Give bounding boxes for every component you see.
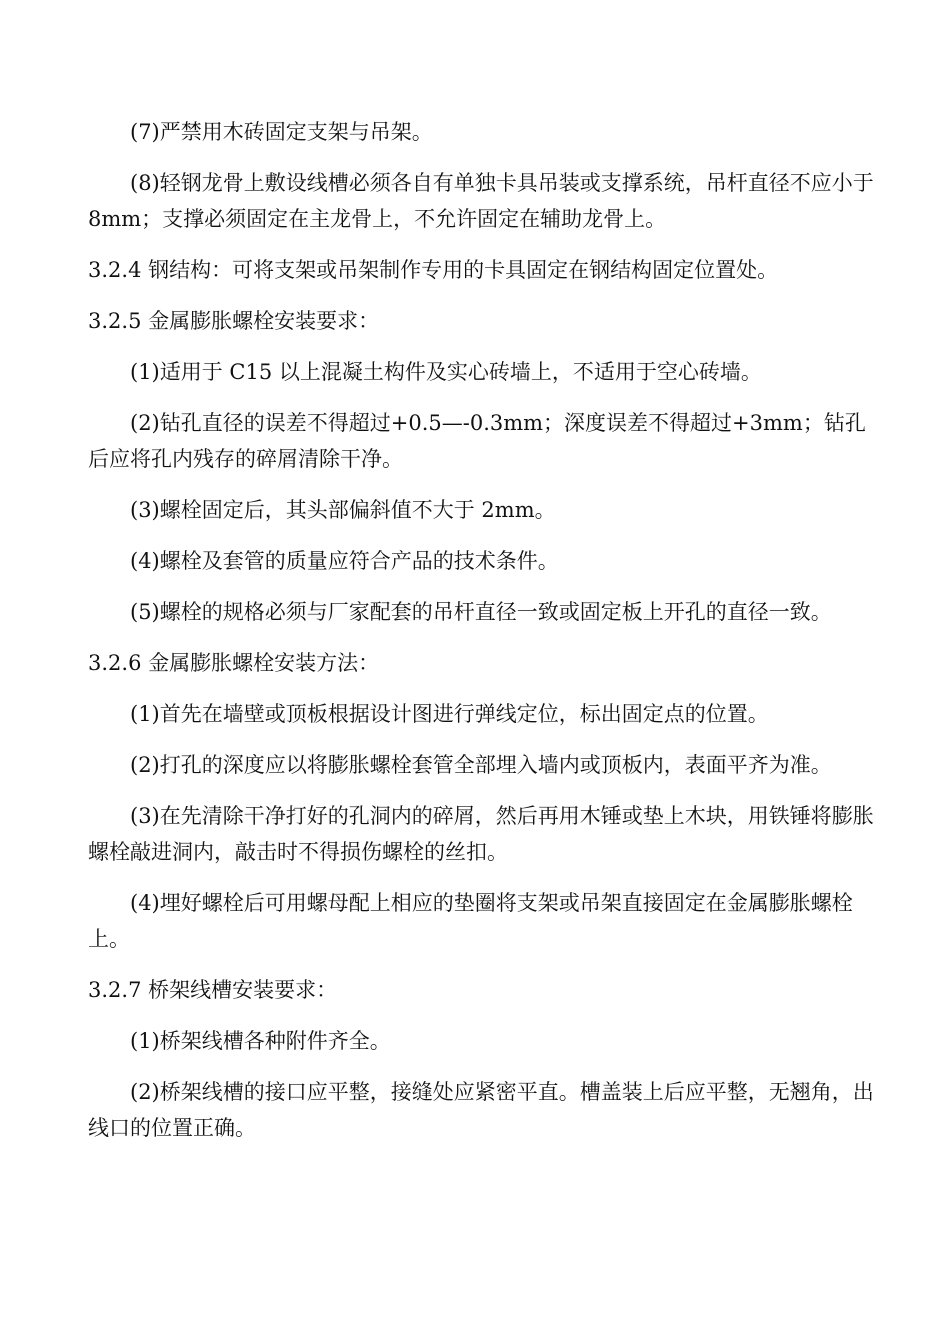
requirement-3-head-deviation: (3)螺栓固定后，其头部偏斜值不大于 2mm。 [130,498,556,522]
document-body [88,114,878,1161]
requirement-5-specification: (5)螺栓的规格必须与厂家配套的吊杆直径一致或固定板上开孔的直径一致。 [130,600,832,624]
section-3-2-4-steel-structure: 3.2.4 钢结构：可将支架或吊架制作专用的卡具固定在钢结构固定位置处。 [88,258,779,282]
tray-requirement-1-accessories: (1)桥架线槽各种附件齐全。 [130,1029,391,1053]
section-3-2-7-heading: 3.2.7 桥架线槽安装要求： [88,978,338,1002]
tray-requirement-2-joints: (2)桥架线槽的接口应平整，接缝处应紧密平直。槽盖装上后应平整，无翘角，出线口的位置正确。 [88,1080,874,1140]
method-2-drill-depth: (2)打孔的深度应以将膨胀螺栓套管全部埋入墙内或顶板内，表面平齐为准。 [130,753,832,777]
requirement-4-quality: (4)螺栓及套管的质量应符合产品的技术条件。 [130,549,559,573]
section-3-2-5-heading: 3.2.5 金属膨胀螺栓安装要求： [88,309,380,333]
method-4-fix-support: (4)埋好螺栓后可用螺母配上相应的垫圈将支架或吊架直接固定在金属膨胀螺栓上。 [88,891,853,951]
section-3-2-6-heading: 3.2.6 金属膨胀螺栓安装方法： [88,651,380,675]
requirement-2-drill-tolerance: (2)钻孔直径的误差不得超过+0.5—-0.3mm；深度误差不得超过+3mm；钻孔后应将孔内残存的碎屑清除干净。 [88,411,866,471]
paragraph-8-light-steel-keel: (8)轻钢龙骨上敷设线槽必须各自有单独卡具吊装或支撑系统，吊杆直径不应小于 8mm；支撑必须固定在主龙骨上，不允许固定在辅助龙骨上。 [88,171,874,231]
method-1-mark-points: (1)首先在墙壁或顶板根据设计图进行弹线定位，标出固定点的位置。 [130,702,769,726]
requirement-1-c15: (1)适用于 C15 以上混凝土构件及实心砖墙上，不适用于空心砖墙。 [130,360,762,384]
paragraph-7-no-wood-brick: (7)严禁用木砖固定支架与吊架。 [130,120,433,144]
method-3-install-bolt: (3)在先清除干净打好的孔洞内的碎屑，然后再用木锤或垫上木块，用铁锤将膨胀螺栓敲进洞内，敲击时不得损伤螺栓的丝扣。 [88,804,874,864]
